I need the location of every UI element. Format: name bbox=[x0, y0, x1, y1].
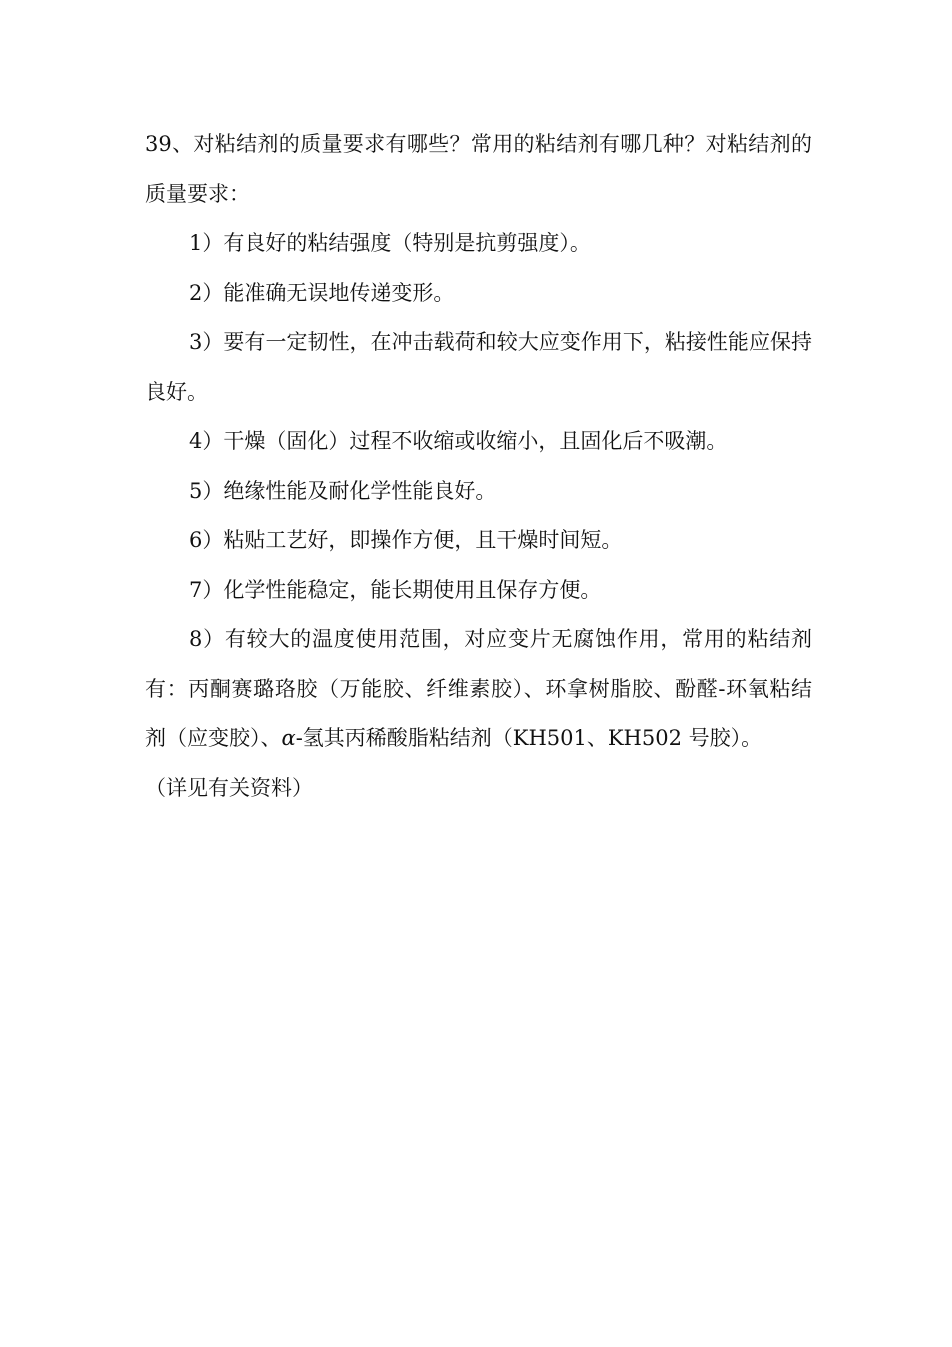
document-body bbox=[145, 120, 812, 813]
item-8-text-start: 8）有较大的温度使用范围，对应变片无腐蚀作用，常用的粘结剂有：丙酮赛璐珞胶（万能胶、纤维素胶）、环拿树脂胶、酚醛-环氧粘结剂（应变胶）、 bbox=[145, 627, 812, 750]
requirement-item-8 bbox=[145, 615, 812, 764]
alpha-symbol: α bbox=[281, 726, 296, 750]
requirement-item-4: 4）干燥（固化）过程不收缩或收缩小，且固化后不吸潮。 bbox=[189, 429, 728, 453]
requirement-item-6: 6）粘贴工艺好，即操作方便，且干燥时间短。 bbox=[189, 528, 623, 552]
requirement-item-7: 7）化学性能稳定，能长期使用且保存方便。 bbox=[189, 577, 602, 602]
requirement-item-1: 1）有良好的粘结强度（特别是抗剪强度）。 bbox=[189, 231, 591, 255]
item-8-text-end: -氢其丙稀酸脂粘结剂（KH501、KH502 号胶）。 bbox=[295, 726, 763, 750]
reference-note: （详见有关资料） bbox=[145, 775, 313, 800]
requirement-item-2: 2）能准确无误地传递变形。 bbox=[189, 280, 455, 305]
requirement-item-3: 3）要有一定韧性，在冲击载荷和较大应变作用下，粘接性能应保持良好。 bbox=[145, 330, 812, 404]
requirement-item-5: 5）绝缘性能及耐化学性能良好。 bbox=[189, 478, 497, 503]
question-paragraph: 39、对粘结剂的质量要求有哪些？常用的粘结剂有哪几种？对粘结剂的质量要求： bbox=[145, 132, 812, 206]
